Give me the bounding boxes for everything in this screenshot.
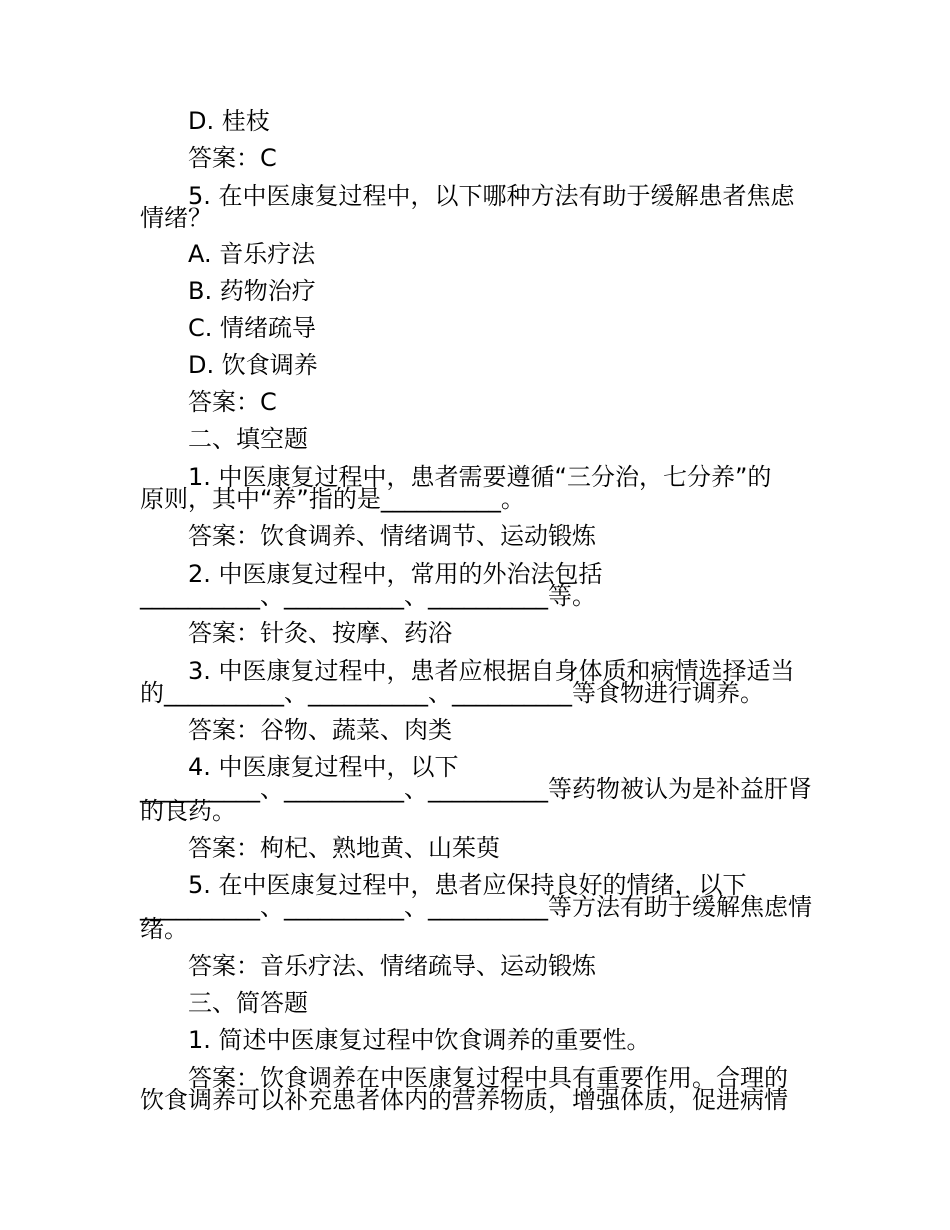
short-answer-1-question: 1. 简述中医康复过程中饮食调养的重要性。 <box>188 1026 651 1054</box>
fill-1-line-2: 原则，其中“养”指的是__________。 <box>140 485 525 513</box>
short-answer-1-line-1: 答案：饮食调养在中医康复过程中具有重要作用。合理的 <box>188 1064 788 1092</box>
question-5-line-1: 5. 在中医康复过程中，以下哪种方法有助于缓解患者焦虑 <box>188 182 795 210</box>
answer-q4: 答案：C <box>188 144 277 172</box>
fill-5-line-1: 5. 在中医康复过程中，患者应保持良好的情绪，以下 <box>188 871 747 899</box>
fill-4-line-3: 的良药。 <box>140 797 236 825</box>
fill-4-line-1: 4. 中医康复过程中，以下 <box>188 753 459 781</box>
fill-2-line-1: 2. 中医康复过程中，常用的外治法包括 <box>188 560 603 588</box>
fill-2-answer: 答案：针灸、按摩、药浴 <box>188 619 452 647</box>
fill-4-answer: 答案：枸杞、熟地黄、山茱萸 <box>188 834 500 862</box>
question-5-line-2: 情绪？ <box>140 204 212 232</box>
fill-1-line-1: 1. 中医康复过程中，患者需要遵循“三分治，七分养”的 <box>188 463 772 491</box>
section-heading-short-answer: 三、简答题 <box>188 989 308 1017</box>
fill-5-line-2: __________、__________、__________等方法有助于缓解焦虑情 <box>140 893 812 921</box>
short-answer-1-line-2: 饮食调养可以补充患者体内的营养物质，增强体质，促进病情 <box>140 1086 788 1114</box>
fill-2-line-2: __________、__________、__________等。 <box>140 582 596 610</box>
answer-q5: 答案：C <box>188 388 277 416</box>
fill-3-line-1: 3. 中医康复过程中，患者应根据自身体质和病情选择适当 <box>188 657 795 685</box>
fill-3-answer: 答案：谷物、蔬菜、肉类 <box>188 716 452 744</box>
fill-5-line-3: 绪。 <box>140 915 188 943</box>
option-c-emotion: C. 情绪疏导 <box>188 314 317 342</box>
fill-1-answer: 答案：饮食调养、情绪调节、运动锻炼 <box>188 522 596 550</box>
option-d-guizhi: D. 桂枝 <box>188 107 270 135</box>
option-d-diet: D. 饮食调养 <box>188 351 318 379</box>
option-a-music-therapy: A. 音乐疗法 <box>188 240 316 268</box>
option-b-medication: B. 药物治疗 <box>188 277 316 305</box>
fill-4-line-2: __________、__________、__________等药物被认为是补益肝肾 <box>140 775 812 803</box>
fill-5-answer: 答案：音乐疗法、情绪疏导、运动锻炼 <box>188 952 596 980</box>
fill-3-line-2: 的__________、__________、__________等食物进行调养。 <box>140 679 764 707</box>
section-heading-fill-blank: 二、填空题 <box>188 425 308 453</box>
